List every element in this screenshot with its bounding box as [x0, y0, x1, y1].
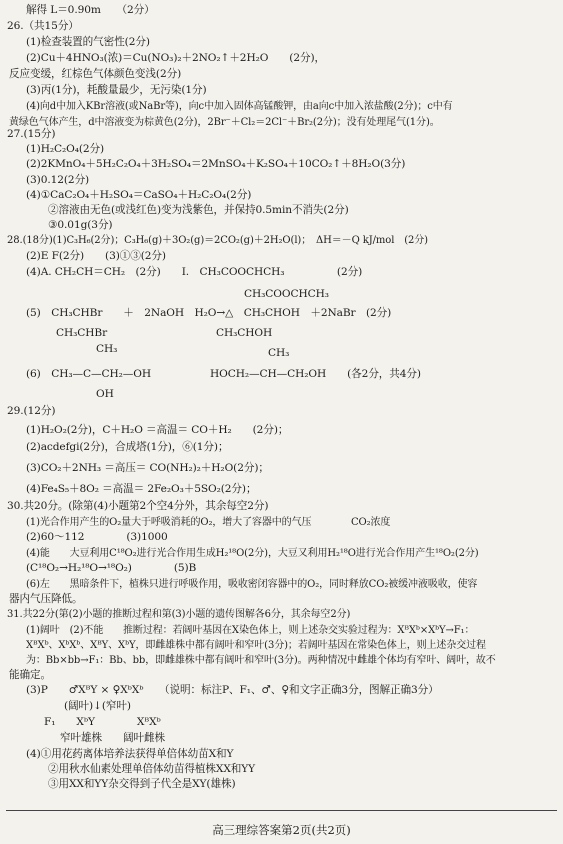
text-line: 黄绿色气体产生，d中溶液变为棕黄色(2分)，2Br⁻＋Cl₂＝2Cl⁻＋Br₂(2分)；没有处理尾气(1分)。 [9, 117, 440, 128]
text-line: (1)检查装置的气密性(2分) [26, 36, 150, 48]
question-header: 29.(12分) [7, 405, 56, 417]
text-line: 器内气压降低。 [9, 593, 83, 605]
formula-line: CH₃ [268, 347, 290, 359]
text-line: (1)阔叶 (2)不能 推断过程：若阔叶基因在X染色体上，则上述杂交实验过程为：XᴮXᵇ×XᵇY→F₁： [26, 625, 475, 636]
text-line: (4)①CaC₂O₄＋H₂SO₄＝CaSO₄＋H₂C₂O₄(2分) [26, 189, 252, 201]
formula-line: (6) CH₃—C—CH₂—OH [26, 368, 151, 380]
question-header: 26.（共15分） [7, 20, 79, 32]
text-line: ②溶液由无色(或浅红色)变为浅紫色，并保持0.5min不消失(2分) [48, 204, 349, 216]
text-line: ②用秋水仙素处理单倍体幼苗得植株XX和YY [48, 763, 256, 775]
text-line: (1)H₂O₂(2分)，C＋H₂O ＝高温＝ CO＋H₂ (2分)； [26, 424, 289, 436]
text-line: (4)Fe₄S₅＋8O₂ ＝高温＝ 2Fe₂O₃＋5SO₂(2分)； [26, 483, 257, 495]
formula-line: CH₃COOCHCH₃ [244, 288, 329, 300]
text-line: 反应变缓，红棕色气体颜色变浅(2分) [9, 68, 182, 80]
text-line: (1)H₂C₂O₄(2分) [26, 143, 105, 155]
text-line: 解得 L＝0.90m （2分） [26, 4, 155, 16]
formula-line: HOCH₂—CH—CH₂OH (各2分，共4分) [210, 368, 421, 380]
question-header: 30.共20分。(除第(4)小题第2个空4分外，其余每空2分) [7, 500, 269, 512]
text-line: (2)E F(2分) (3)①③(2分) [26, 250, 166, 262]
footer-divider [6, 810, 557, 811]
text-line: (3)CO₂＋2NH₃ ＝高压＝ CO(NH₂)₂＋H₂O(2分)； [26, 462, 269, 474]
text-line: (4)向d中加入KBr溶液(或NaBr等)，向c中加入固体高锰酸钾，由a向c中加入浓盐酸(2分)；c中有 [26, 101, 453, 112]
formula-line: CH₃CHBr [56, 327, 108, 339]
text-line: (2)Cu＋4HNO₃(浓)＝Cu(NO₃)₂＋2NO₂↑＋2H₂O (2分)， [26, 52, 326, 64]
genetics-diagram-line: F₁ XᵇY XᴮXᵇ [44, 716, 161, 728]
text-line: 为：Bb×bb→F₁：Bb、bb，即雌雄株中都有阔叶和窄叶(3分)。两种情况中雌雄个体均有窄叶、阔叶，故不 [26, 655, 496, 666]
text-line: ③0.01g(3分) [48, 219, 113, 231]
formula-line: CH₃ [96, 343, 118, 355]
text-line: (4)能 大豆利用C¹⁸O₂进行光合作用生成H₂¹⁸O(2分)，大豆又利用H₂¹⁸O进行光合作用产生¹⁸O₂(2分) [26, 548, 479, 559]
text-line: (3)丙(1分)，耗酸量最少，无污染(1分) [26, 84, 207, 96]
text-line: (3)0.12(2分) [26, 174, 90, 186]
formula-line: CH₃CHOH [216, 327, 273, 339]
page-footer: 高三理综答案第2页(共2页) [212, 823, 351, 837]
text-line: (1)光合作用产生的O₂量大于呼吸消耗的O₂，增大了容器中的气压 CO₂浓度 [26, 517, 391, 528]
formula-line: (5) CH₃CHBr ＋ 2NaOH H₂O→△ CH₃CHOH ＋2NaBr (2分) [26, 307, 392, 319]
question-header: 27.(15分) [7, 128, 56, 140]
text-line: (6)左 黑暗条件下，植株只进行呼吸作用，吸收密闭容器中的O₂，同时释放CO₂被缓冲液吸收，使容 [26, 579, 478, 590]
genetics-diagram-line: 窄叶雄株 阔叶雌株 [60, 732, 165, 744]
text-line: (2)60～112 (3)1000 [26, 531, 168, 543]
text-line: (C¹⁸O₂→H₂¹⁸O→¹⁸O₂) (5)B [26, 562, 197, 574]
text-line: (2)acdefgi(2分)，合成塔(1分)，⑥(1分)； [26, 441, 229, 453]
text-line: (2)2KMnO₄＋5H₂C₂O₄＋3H₂SO₄＝2MnSO₄＋K₂SO₄＋10CO₂↑＋8H₂O(3分) [26, 158, 406, 170]
text-line: XᴮXᵇ、XᵇXᵇ、XᴮY、XᵇY，即雌雄株中都有阔叶和窄叶(3分)；若阔叶基因在常染色体上，则上述杂交过程 [26, 640, 486, 651]
formula-line: OH [96, 388, 114, 400]
text-line: ③用XX和YY杂交得到子代全是XY(雄株) [48, 778, 236, 790]
text-line: 能确定。 [9, 669, 51, 681]
text-line: (4)①用花药离体培养法获得单倍体幼苗X和Y [26, 748, 234, 760]
question-header: 31.共22分(第(2)小题的推断过程和第(3)小题的遗传图解各6分，其余每空2分) [7, 609, 351, 620]
question-header: 28.(18分)(1)C₃H₆(2分)；C₃H₆(g)＋3O₂(g)＝2CO₂(g)＋2H₂O(l)； ΔH＝－Q kJ/mol (2分) [7, 235, 428, 246]
genetics-diagram-line: (阔叶)↓(窄叶) [64, 700, 131, 712]
genetics-diagram-line: (3)P ♂XᴮY × ♀XᵇXᵇ （说明：标注P、F₁、♂、♀和文字正确3分，图解正确3分） [26, 684, 439, 696]
text-line: (4)A. CH₂CH＝CH₂ (2分) I. CH₃COOCHCH₃ (2分) [26, 266, 363, 278]
